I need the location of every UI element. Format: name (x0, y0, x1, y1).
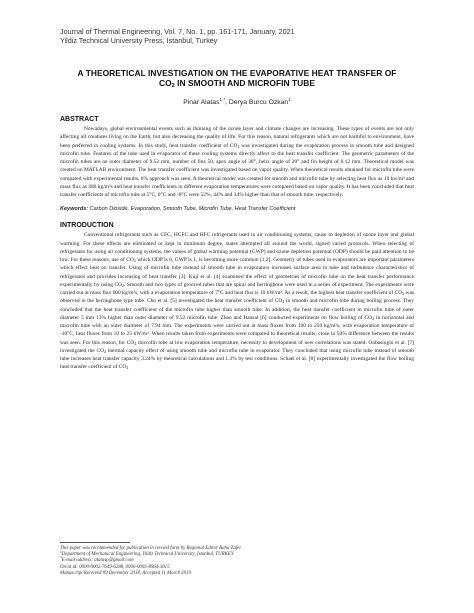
title-line-2: IN SMOOTH AND MICROFIN TUBE (174, 78, 315, 89)
subscript: 2 (134, 340, 137, 346)
author-affiliation-mark: 1 (288, 97, 291, 103)
journal-citation: Journal of Thermal Engineering, Vol. 7, No. 1, pp. 161-171, January, 2021 (60, 27, 295, 36)
subscript: 2 (372, 315, 375, 321)
intro-segment: microfin tube at low evaporation temperature, necessity to development of new correlations was stated. Onbasioglu et al. [7] investigated the CO (60, 339, 414, 354)
intro-segment: in horizontal and microfin tube with an outer diameter of 7.94 mm. The experiments were carried out at mass fluxes from 100 to 250 kg/m²s, with evaporation temperature of -30°C, heat fluxes from 10 to 25 kW/m². When results taken from experiments were compared to theoretical results, close to 50% difference between the results was seen. For this reason, for CO (60, 314, 414, 346)
title-subscript: 2 (171, 83, 175, 90)
intro-segment: in smooth and microfin tube during boiling process. They concluded that the heat transfer coefficient of the microfin tube higher than smooth tube. In addition, the heat transfer coefficient in microfin tube of outer diameter 5 mm 13% higher than outer diameter of 9.52 microfin tube. Zhao and Bansal [6] conducted experiments on flow boiling of CO (60, 298, 414, 321)
subscript: 2 (237, 143, 240, 149)
intro-segment: thermal capacity effect of using smooth tube and microfin tube in evaporator. They concluded that using microfin tube instead of smooth tube increases heat transfer capacity 3.24% by theoretical calculations and 1.3% by test conditions. Schael et al. [8] experimentally investigated the flow boiling heat transfer coefficient of CO (60, 347, 414, 371)
author-affiliation-mark: 1,* (219, 97, 226, 103)
subscript: 2 (104, 348, 107, 354)
keywords-list: Carbon Dioxide, Evaporation, Smooth Tube, Microfin Tube, Heat Transfer Coefficient (88, 206, 296, 213)
paper-title (60, 68, 414, 88)
author-name: Pinar Alatas (183, 99, 220, 107)
abstract-heading: ABSTRACT (60, 116, 99, 124)
abstract-text (60, 125, 414, 199)
intro-segment: which ODP is 0, GWP is 1, is becoming more common [1,2]. Geometry of tubes used in evaporators are important parameters which effect heat on transfer. Using of microfin tube instead of smooth tube in evaporators increases surface area in tube and turbulence characteristics of refrigerants and provides increasing of heat transfer [3]. Kuji et al. [4] examined the effect of geometries of microfin tube on the heat transfer performance experimentally by using CO (60, 257, 414, 288)
subscript: 2 (402, 291, 405, 297)
abstract-sentence: Nowadays, global environmental events such as thinning of the ozone layer and climate changes are increasing. These types of events are not only affecting all creatures living on the Earth, but also decreasing the quality of life. For this reason, natural refrigerants which are not harmful to environment, have been preferred in cooling systems. In this study, heat transfer coefficient of CO (60, 126, 414, 149)
footnote-divider (60, 542, 130, 543)
footnote-orcid: Orcid id: 0000-0002-7649-6288, 0000-0002-8964-3015 (60, 564, 170, 570)
introduction-heading: INTRODUCTION (60, 222, 114, 230)
footnote-mark: * (60, 556, 62, 561)
title-line-1: A THEORETICAL INVESTIGATION ON THE EVAPORATIVE HEAT TRANSFER OF (77, 68, 397, 79)
footnote-email-text: E-mail address: alatasp@gmail.com (61, 558, 134, 564)
footnote-affiliation-text: Department of Mechanical Engineering, Yildiz Technical University, Istanbul, TURKEY (61, 552, 234, 558)
keywords (60, 205, 414, 213)
subscript: 2 (126, 365, 129, 371)
intro-segment: Conventional refrigerants such as CFC, HCFC and HFC refrigerants used in air conditioning systems, cause to depletion of ozone layer and global warming. For these effects are eliminated or kept in minimum degree, states attempted all around the world, signed varied protocols. When selecting of refrigerants for using air conditioning systems, the values of global warming potential (GWP) and ozone depletion potential (ODP) should be paid attention to be low. For these reasons, use of CO (60, 232, 414, 264)
footnote-manuscript-dates: Manuscript Received 09 December 2018, Accepted 11 March 2019 (60, 570, 191, 576)
subscript: 2 (133, 258, 136, 264)
intro-segment: was observed in the herringbone type tube. Cho et al. [5] investigated the heat transfer coefficient of CO (60, 290, 414, 305)
introduction-text (60, 231, 414, 371)
author-separator: , (225, 99, 229, 107)
footnote-recommendation: This paper was recommended for publication in revised form by Regional Editor Baha Zafer (60, 546, 242, 551)
keywords-label: Keywords: (60, 206, 89, 213)
title-co: CO (159, 78, 172, 89)
subscript: 2 (282, 299, 285, 305)
abstract-sentence: was investigated during the evaporation process in smooth tube and designed microfin tube. Features of the tube used in evaporator of these cooling systems directly affect to the heat transfer coefficient. The geometric parameters of the microfin tubes are an outer diameter of 9.52 mm, number of fins 50, apex angle of 38°, helix angle of 20° and fin height of 0.12 mm. Theoretical model was created on MATLAB environment. The heat transfer coefficient was investigated based on vapor quality. When theoretical results obtained for microfin tube were compared with experimental results, 6% approach was seen. A theoretical model was created for smooth and microfin tube by selecting heat flux as 10 kw/m² and mass flux as 380 kg/m²s and heat transfer coefficients in different evaporation temperatures were compared based on vapor quality. It has been concluded that heat transfer coefficients of microfin tube at 5°C, 0°C and -8°C were 52%, 44% and 34% higher than that of smooth tube, respectively. (60, 142, 414, 199)
author-list (60, 99, 414, 107)
author-name: Derya Burcu Ozkan (228, 99, 289, 107)
footnotes (60, 546, 420, 577)
footnote-mark: 1 (60, 550, 62, 555)
intro-segment: . Smooth and two types of grooved tubes that are spiral and herringbone were used in a series of experiment. The experiments were carried out at mass flux 600 kg/m²s, with a evaporation temperature of 7°C and heat flux is 10 kW/m². As a result, the highest heat transfer coefficient of CO (60, 281, 415, 297)
subscript: 2 (122, 282, 125, 288)
journal-publisher: Yildiz Technical University Press, Istanbul, Turkey (60, 35, 218, 45)
